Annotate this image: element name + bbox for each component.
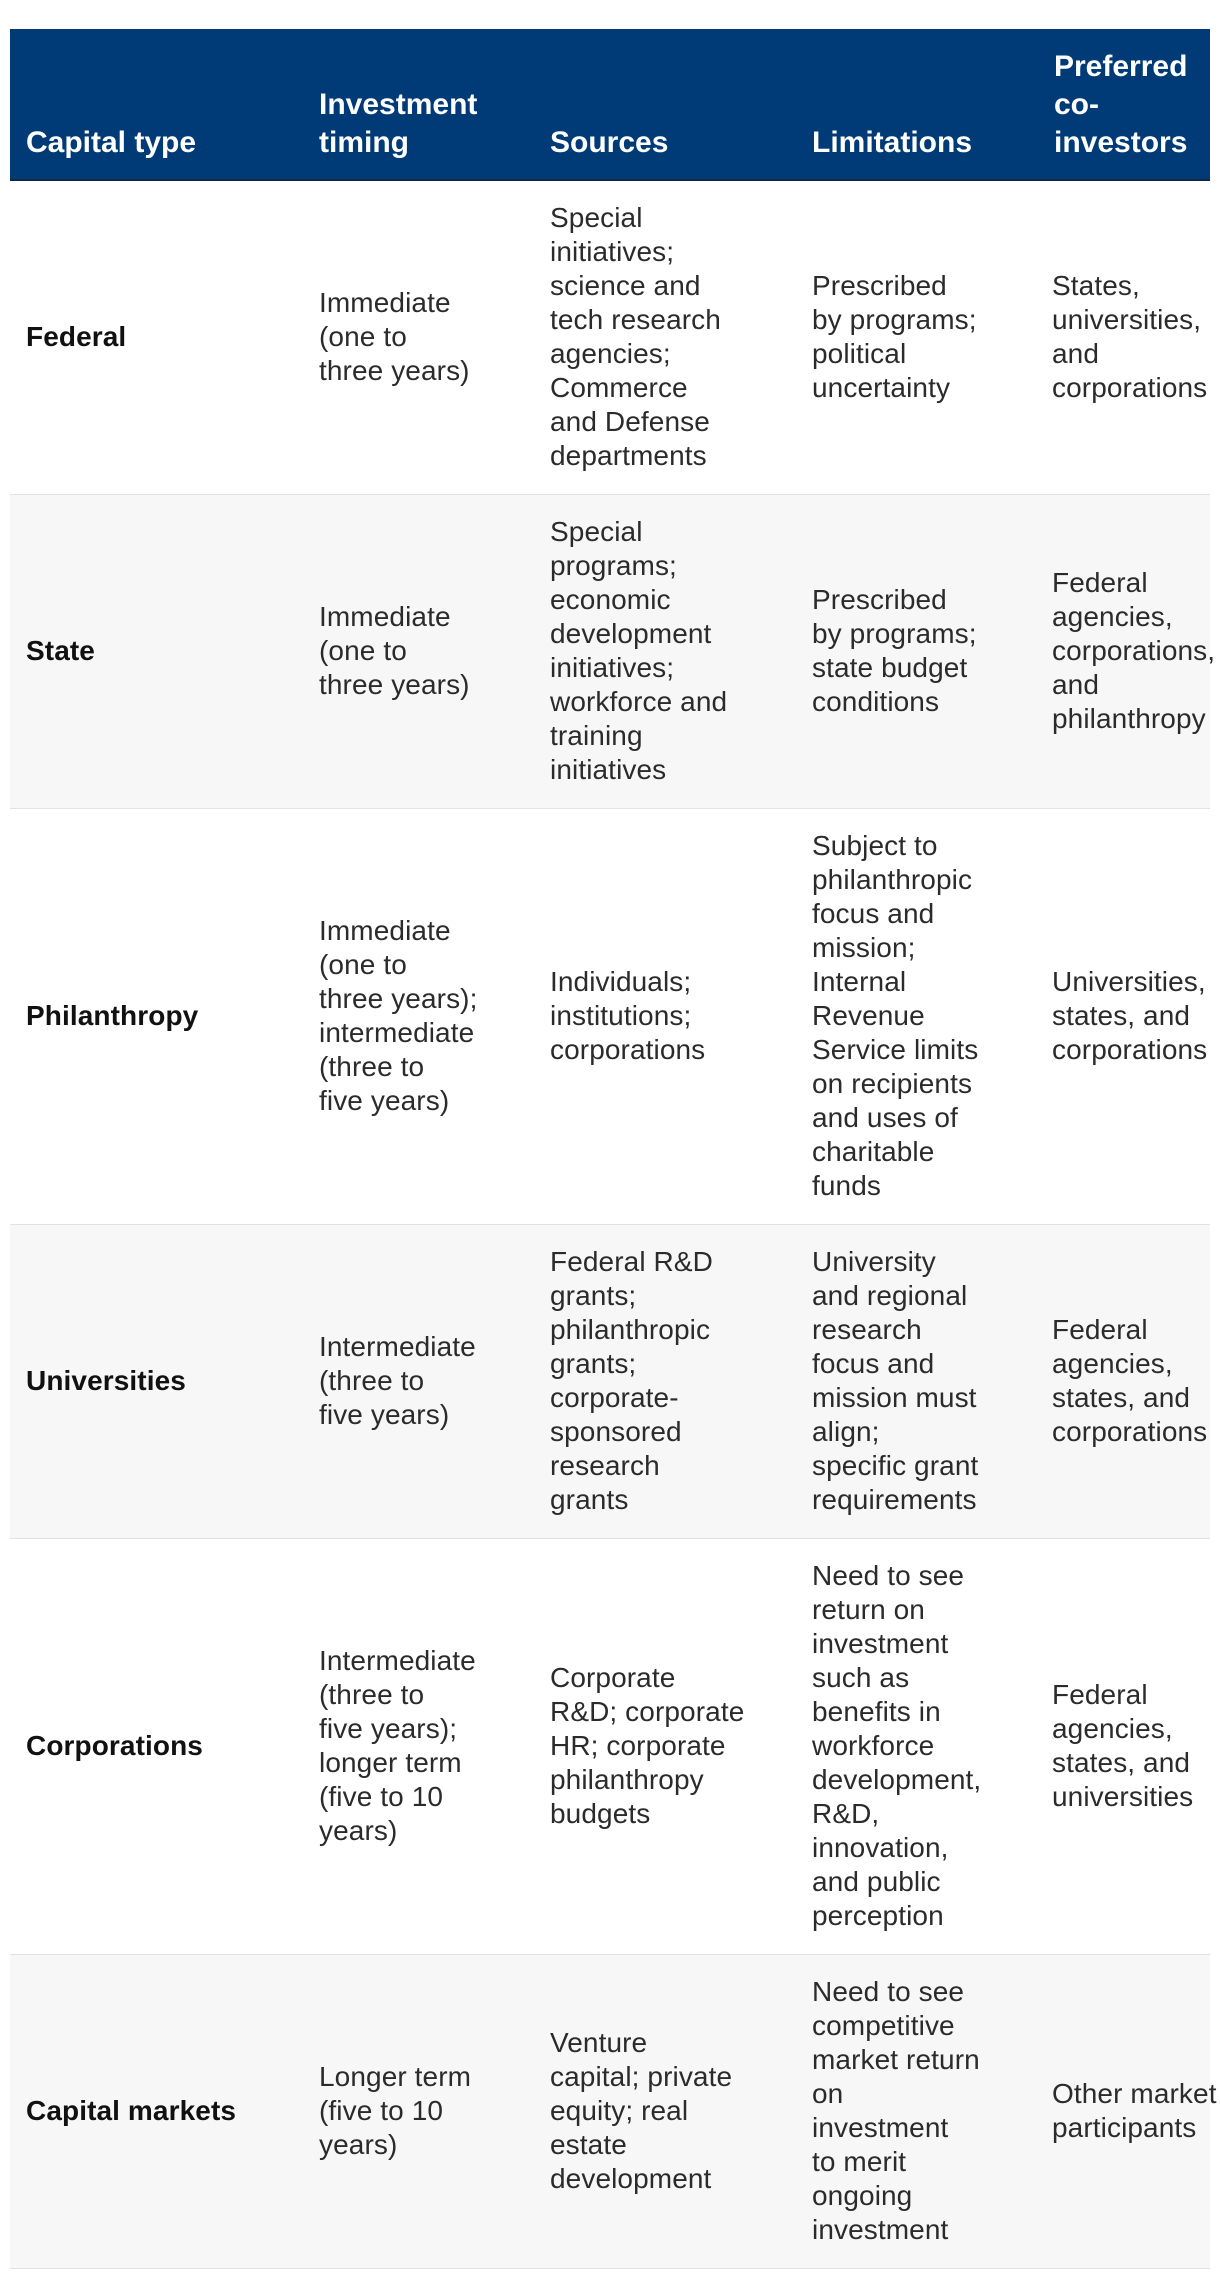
investment-timing-cell: Immediate (one to three years) [319, 601, 470, 700]
sources-cell: Corporate R&D; corporate HR; corporate philanthropy budgets [550, 1662, 745, 1829]
table-row-universities [10, 1224, 1210, 1538]
investment-timing-cell: Intermediate (three to five years); longer term (five to 10 years) [319, 1645, 476, 1846]
header-limitations: Limitations [812, 126, 973, 159]
limitations-cell: Prescribed by programs; political uncertainty [812, 270, 977, 404]
table-row-federal [10, 180, 1210, 494]
header-preferred-coinvestors: Preferred co- investors [1054, 50, 1188, 159]
preferred-coinvestors-cell: Universities, states, and corporations [1052, 966, 1208, 1065]
capital-type-cell: Universities [26, 1365, 186, 1396]
table-header [10, 29, 1210, 180]
preferred-coinvestors-cell: Federal agencies, states, and corporations [1052, 1314, 1208, 1447]
header-row [10, 29, 1210, 180]
sources-cell: Individuals; institutions; corporations [550, 966, 706, 1065]
preferred-coinvestors-cell: States, universities, and corporations [1052, 270, 1208, 404]
table-row-philanthropy [10, 808, 1210, 1224]
header-sources: Sources [550, 126, 669, 159]
table-row-corporations [10, 1538, 1210, 1954]
investment-timing-cell: Immediate (one to three years) [319, 287, 470, 387]
limitations-cell: Prescribed by programs; state budget conditions [812, 584, 977, 717]
preferred-coinvestors-cell: Other market participants [1052, 2078, 1217, 2143]
capital-type-cell: Philanthropy [26, 1000, 199, 1031]
preferred-coinvestors-cell: Federal agencies, corporations, and philanthropy [1052, 567, 1216, 734]
capital-type-cell: Capital markets [26, 2095, 237, 2126]
sources-cell: Federal R&D grants; philanthropic grants; corporate- sponsored research grants [550, 1246, 713, 1515]
sources-cell: Special programs; economic development initiatives; workforce and training initiatives [550, 516, 728, 785]
capital-comparison-table [10, 29, 1217, 2269]
table-row-capital-markets [10, 1954, 1210, 2268]
capital-type-cell: Federal [26, 321, 127, 353]
header-capital-type: Capital type [26, 126, 197, 159]
investment-timing-cell: Intermediate (three to five years) [319, 1331, 476, 1430]
limitations-cell: Subject to philanthropic focus and mission; Internal Revenue Service limits on recipients and uses of charitable funds [812, 830, 979, 1201]
preferred-coinvestors-cell: Federal agencies, states, and universities [1052, 1679, 1194, 1812]
table-body [10, 180, 1217, 2268]
limitations-cell: Need to see return on investment such as benefits in workforce development, R&D, innovation, and public perception [812, 1560, 982, 1931]
table-row-state [10, 494, 1210, 808]
capital-comparison-table-wrapper [10, 29, 1217, 2269]
sources-cell: Venture capital; private equity; real estate development [550, 2027, 733, 2194]
limitations-cell: University and regional research focus and mission must align; specific grant requirements [812, 1246, 979, 1515]
limitations-cell: Need to see competitive market return on investment to merit ongoing investment [812, 1976, 980, 2245]
capital-type-cell: Corporations [26, 1730, 203, 1761]
header-investment-timing: Investment timing [319, 88, 478, 159]
sources-cell: Special initiatives; science and tech research agencies; Commerce and Defense departments [550, 202, 721, 472]
investment-timing-cell: Longer term (five to 10 years) [319, 2061, 472, 2160]
investment-timing-cell: Immediate (one to three years); intermediate (three to five years) [319, 915, 478, 1116]
capital-type-cell: State [26, 635, 95, 666]
